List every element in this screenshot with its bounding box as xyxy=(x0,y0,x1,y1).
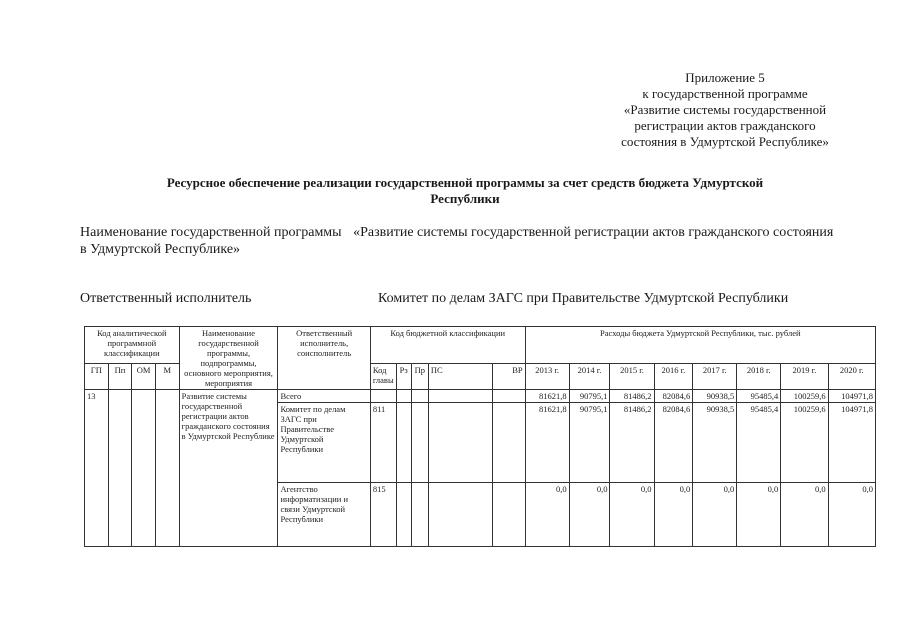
header-gp: ГП xyxy=(85,364,109,390)
header-vr: ВР xyxy=(493,364,525,390)
value-cell: 81486,2 xyxy=(610,390,654,403)
om-cell xyxy=(132,390,156,547)
m-cell xyxy=(155,390,179,547)
executor-cell: Агентство информатизации и связи Удмуртской Республики xyxy=(278,483,370,547)
vr-cell xyxy=(493,403,525,483)
value-cell: 104971,8 xyxy=(828,390,875,403)
table-row xyxy=(85,390,876,403)
header-year: 2017 г. xyxy=(693,364,737,390)
header-rz: Рз xyxy=(396,364,411,390)
value-cell: 81621,8 xyxy=(525,403,569,483)
pr-cell xyxy=(411,390,428,403)
value-cell: 0,0 xyxy=(610,483,654,547)
responsible-block xyxy=(80,290,840,307)
kod-glavy-cell: 811 xyxy=(370,403,396,483)
value-cell: 95485,4 xyxy=(737,403,781,483)
header-year: 2018 г. xyxy=(737,364,781,390)
appendix-line-1: Приложение 5 xyxy=(685,70,765,85)
value-cell: 82084,6 xyxy=(654,390,693,403)
header-executor: Ответственный исполнитель, соисполнитель xyxy=(278,327,370,390)
program-name-value: «Развитие системы государственной регистрации актов гражданского состояния в Удмуртской Республике» xyxy=(80,225,834,257)
header-kod-glavy: Код главы xyxy=(370,364,396,390)
budget-table xyxy=(84,326,876,547)
header-expenses: Расходы бюджета Удмуртской Республики, тыс. рублей xyxy=(525,327,875,364)
appendix-line-4: регистрации актов гражданского xyxy=(634,118,816,133)
header-analytic-code: Код аналитической программной классификации xyxy=(85,327,180,364)
ps-cell xyxy=(428,483,492,547)
header-name: Наименование государственной программы, подпрограммы, основного мероприятия, мероприятия xyxy=(179,327,278,390)
header-ps: ПС xyxy=(428,364,492,390)
kod-glavy-cell: 815 xyxy=(370,483,396,547)
title-line-2: Республики xyxy=(430,191,500,206)
value-cell: 0,0 xyxy=(781,483,828,547)
header-year: 2014 г. xyxy=(569,364,610,390)
header-year: 2019 г. xyxy=(781,364,828,390)
value-cell: 0,0 xyxy=(569,483,610,547)
program-name-block xyxy=(80,224,840,258)
kod-glavy-cell xyxy=(370,390,396,403)
gp-code-cell: 13 xyxy=(85,390,109,547)
rz-cell xyxy=(396,390,411,403)
table-header-row-1 xyxy=(85,327,876,364)
vr-cell xyxy=(493,483,525,547)
value-cell: 90795,1 xyxy=(569,390,610,403)
header-m: М xyxy=(155,364,179,390)
value-cell: 104971,8 xyxy=(828,403,875,483)
value-cell: 0,0 xyxy=(525,483,569,547)
responsible-label: Ответственный исполнитель xyxy=(80,291,252,306)
header-year: 2016 г. xyxy=(654,364,693,390)
ps-cell xyxy=(428,403,492,483)
value-cell: 0,0 xyxy=(737,483,781,547)
pr-cell xyxy=(411,483,428,547)
pp-cell xyxy=(108,390,132,547)
rz-cell xyxy=(396,403,411,483)
vr-cell xyxy=(493,390,525,403)
value-cell: 82084,6 xyxy=(654,403,693,483)
appendix-line-3: «Развитие системы государственной xyxy=(623,102,827,117)
header-year: 2015 г. xyxy=(610,364,654,390)
value-cell: 90938,5 xyxy=(693,403,737,483)
program-name-cell: Развитие системы государственной регистрации актов гражданского состояния в Удмуртской Республике xyxy=(179,390,278,547)
header-year: 2013 г. xyxy=(525,364,569,390)
executor-cell: Всего xyxy=(278,390,370,403)
value-cell: 100259,6 xyxy=(781,403,828,483)
rz-cell xyxy=(396,483,411,547)
appendix-line-5: состояния в Удмуртской Республике» xyxy=(621,134,829,149)
program-name-label: Наименование государственной программы xyxy=(80,225,342,240)
value-cell: 100259,6 xyxy=(781,390,828,403)
value-cell: 0,0 xyxy=(693,483,737,547)
value-cell: 0,0 xyxy=(654,483,693,547)
value-cell: 81486,2 xyxy=(610,403,654,483)
appendix-line-2: к государственной программе xyxy=(642,86,808,101)
executor-cell: Комитет по делам ЗАГС при Правительстве Удмуртской Республики xyxy=(278,403,370,483)
appendix-block xyxy=(600,70,850,150)
value-cell: 0,0 xyxy=(828,483,875,547)
pr-cell xyxy=(411,403,428,483)
header-pp: Пп xyxy=(108,364,132,390)
header-om: ОМ xyxy=(132,364,156,390)
value-cell: 95485,4 xyxy=(737,390,781,403)
responsible-value: Комитет по делам ЗАГС при Правительстве Удмуртской Республики xyxy=(378,291,789,306)
value-cell: 81621,8 xyxy=(525,390,569,403)
value-cell: 90938,5 xyxy=(693,390,737,403)
ps-cell xyxy=(428,390,492,403)
document-title xyxy=(110,175,820,207)
value-cell: 90795,1 xyxy=(569,403,610,483)
header-pr: Пр xyxy=(411,364,428,390)
header-year: 2020 г. xyxy=(828,364,875,390)
header-budget-code: Код бюджетной классификации xyxy=(370,327,525,364)
title-line-1: Ресурсное обеспечение реализации государственной программы за счет средств бюджета Удмуртской xyxy=(166,175,764,190)
